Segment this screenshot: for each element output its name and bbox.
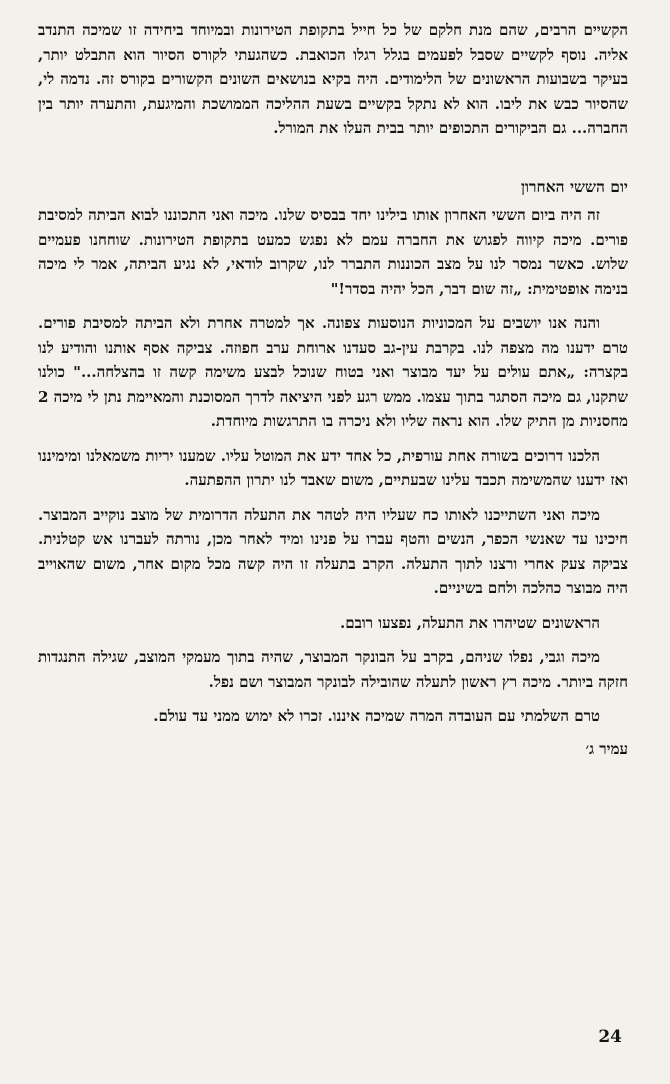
author-signature: עמיר ג׳ xyxy=(585,739,628,758)
body-paragraph: מיכה ואני השתייכנו לאותו כח שעליו היה לטהר את התעלה הדרומית של מוצב נוקייב המבוצר. חיכינו עד שאנשי הכפר, הנשים והטף עברו על פנינו ומיד לאחר מכן, נורתה לעברנו אש קטלנית. צביקה צעק אחרי ורצנו לתוך התעלה. הקרב בתעלה זו היה קשה מכל מקום אחר, משום שהאוייב היה מבוצר כהלכה ולחם בשיניים. xyxy=(38,505,628,597)
body-paragraph: מיכה וגבי, נפלו שניהם, בקרב על הבונקר המבוצר, שהיה בתוך מעמקי המוצב, שגילה התנגדות חזקה ביותר. מיכה רץ ראשון לתעלה שהובילה לבונקר המבוצר ושם נפל. xyxy=(38,648,628,691)
section-heading: יום הששי האחרון xyxy=(521,176,628,196)
body-paragraph: טרם השלמתי עם העובדה המרה שמיכה איננו. זכרו לא ימוש ממני עד עולם. xyxy=(153,707,600,725)
body-paragraph: הראשונים שטיהרו את התעלה, נפצעו רובם. xyxy=(340,613,600,632)
document-page xyxy=(38,18,628,761)
intro-paragraph: הקשיים הרבים, שהם מנת חלקם של כל חייל בתקופת הטירונות ובמיוחד ביחידה זו שמיכה התנדב אליה. נוסף לקשיים שסבל לפעמים בגלל רגלו הכואבת. כשהגעתי לקורס הסיור הוא התבלט יותר, בעיקר בשבועות הראשונים של הלימודים. היה בקיא בנושאים השונים הקשורים בקורס זה. נדמה לי, שהסיור כבש את ליבו. הוא לא נתקל בקשיים בשעת ההליכה הממושכת והמיגעת, והתערה יותר בין החברה... גם הביקורים התכופים יותר בבית העלו את המורל. xyxy=(38,21,628,137)
body-paragraph: זה היה ביום הששי האחרון אותו בילינו יחד בבסיס שלנו. מיכה ואני התכוננו לבוא הביתה למסיבת פורים. מיכה קיווה לפגוש את החברה עמם לא נפגש כמעט בתקופת הטירונות. שוחחנו פעמיים שלוש. כאשר נמסר לנו על מצב הכוננות התברר לנו, שקרוב לודאי, לא נגיע הביתה, אמר לי מיכה בנימה אופטימית: „זה שום דבר, הכל יהיה בסדר!" xyxy=(38,206,628,298)
page-number: 24 xyxy=(598,1027,622,1047)
body-paragraph: הלכנו דרוכים בשורה אחת עורפית, כל אחד ידע את המוטל עליו. שמענו יריות משמאלנו ומימיננו ואז ידענו שהמשימה תכבד עלינו שבעתיים, משום שאבד לנו יתרון ההפתעה. xyxy=(38,446,628,489)
body-paragraph: והנה אנו יושבים על המכוניות הנוסעות צפונה. אך למטרה אחרת ולא הביתה למסיבת פורים. טרם ידענו מה מצפה לנו. בקרבת עין-גב סעדנו ארוחת ערב חפוזה. צביקה אסף אותנו והודיע לנו בקצרה: „אתם עולים על יעד מבוצר ואני בטוח שנוכל לבצע משימה קשה זו בהצלחה..." כולנו שתקנו, גם מיכה הסתגר בתוך עצמו. ממש רגע לפני היציאה לדרך המסוכנת והמאיימת נתן לי מיכה 2 מחסניות מן התיק שלו. הוא נראה שליו ולא ניכרה בו התרגשות מיוחדת. xyxy=(38,314,628,430)
